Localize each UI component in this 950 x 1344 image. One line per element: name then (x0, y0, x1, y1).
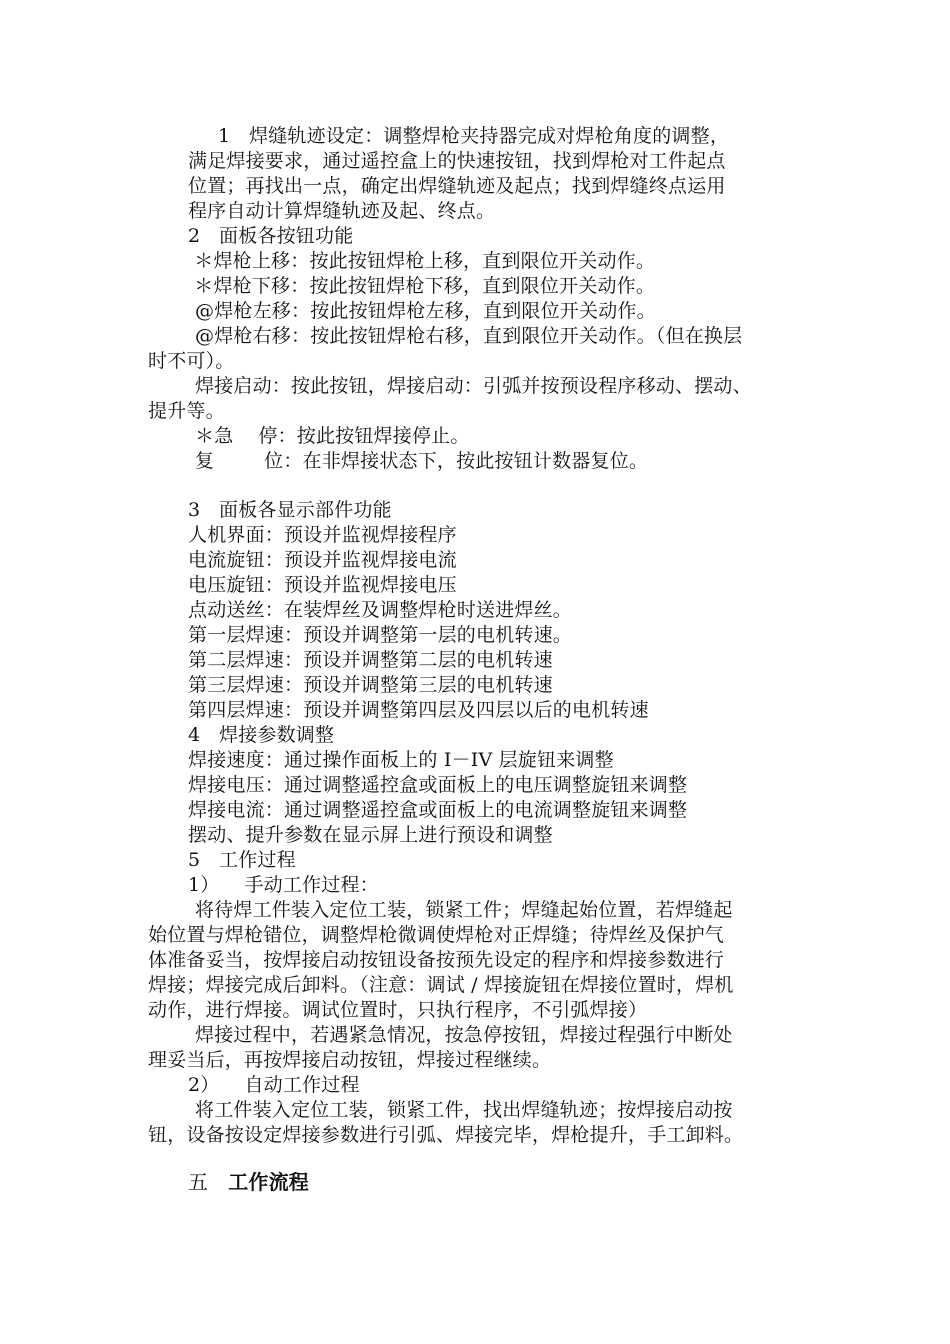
section-1-number: 1 (218, 125, 231, 147)
manual-process-para-1-line-3: 体准备妥当，按焊接启动按钮设备按预先设定的程序和焊接参数进行 (148, 949, 725, 971)
section-1-text: 焊缝轨迹设定：调整焊枪夹持器完成对焊枪角度的调整， (249, 125, 730, 147)
section-6-number: 五 (188, 1170, 209, 1194)
display-layer-2-speed-desc: 第二层焊速：预设并调整第二层的电机转速 (188, 649, 553, 671)
section-4-title: 4 焊接参数调整 (188, 724, 335, 746)
section-1-line-2: 满足焊接要求，通过遥控盒上的快速按钮，找到焊枪对工件起点 (188, 150, 726, 172)
section-1-line-1 (218, 124, 729, 148)
section-5-title: 5 工作过程 (188, 849, 296, 871)
auto-process-para-line-2: 钮，设备按设定焊接参数进行引弧、焊接完毕，焊枪提升，手工卸料。 (148, 1124, 744, 1146)
auto-process-para-line-1: 将工件装入定位工装，锁紧工件，找出焊缝轨迹；按焊接启动按 (195, 1099, 733, 1121)
display-layer-4-speed-desc: 第四层焊速：预设并调整第四层及四层以后的电机转速 (188, 699, 649, 721)
section-1-line-4: 程序自动计算焊缝轨迹及起、终点。 (188, 200, 496, 222)
manual-process-para-2-line-1: 焊接过程中，若遇紧急情况，按急停按钮，焊接过程强行中断处 (195, 1024, 733, 1046)
manual-process-para-1-line-2: 始位置与焊枪错位，调整焊枪微调使焊枪对正焊缝；待焊丝及保护气 (148, 924, 725, 946)
param-weld-speed: 焊接速度：通过操作面板上的 I－IV 层旋钮来调整 (188, 749, 614, 771)
button-weld-start-desc-cont: 提升等。 (148, 400, 225, 422)
param-swing-lift: 摆动、提升参数在显示屏上进行预设和调整 (188, 824, 553, 846)
button-gun-left-desc: @焊枪左移：按此按钮焊枪左移，直到限位开关动作。 (195, 300, 656, 322)
button-emergency-stop-desc: ＊急 停：按此按钮焊接停止。 (195, 425, 470, 447)
section-6-title: 工作流程 (228, 1170, 310, 1194)
display-layer-3-speed-desc: 第三层焊速：预设并调整第三层的电机转速 (188, 674, 553, 696)
display-layer-1-speed-desc: 第一层焊速：预设并调整第一层的电机转速。 (188, 624, 573, 646)
section-2-title: 2 面板各按钮功能 (188, 225, 354, 247)
display-current-knob-desc: 电流旋钮：预设并监视焊接电流 (188, 549, 457, 571)
button-reset-desc: 复 位：在非焊接状态下，按此按钮计数器复位。 (195, 450, 649, 472)
manual-process-para-1-line-1: 将待焊工件装入定位工装，锁紧工件；焊缝起始位置，若焊缝起 (195, 899, 733, 921)
param-weld-voltage: 焊接电压：通过调整遥控盒或面板上的电压调整旋钮来调整 (188, 774, 688, 796)
manual-process-title: 1） 手动工作过程： (188, 874, 379, 896)
display-hmi-desc: 人机界面：预设并监视焊接程序 (188, 524, 457, 546)
section-3-title: 3 面板各显示部件功能 (188, 499, 392, 521)
button-gun-up-desc: ＊焊枪上移：按此按钮焊枪上移，直到限位开关动作。 (188, 250, 656, 272)
display-voltage-knob-desc: 电压旋钮：预设并监视焊接电压 (188, 574, 457, 596)
button-gun-right-desc: @焊枪右移：按此按钮焊枪右移，直到限位开关动作。（但在换层 (195, 325, 743, 347)
auto-process-title: 2） 自动工作过程 (188, 1074, 360, 1096)
button-gun-down-desc: ＊焊枪下移：按此按钮焊枪下移，直到限位开关动作。 (188, 275, 656, 297)
manual-process-para-1-line-5: 动作，进行焊接。调试位置时，只执行程序，不引弧焊接） (148, 999, 648, 1021)
section-1-line-3: 位置；再找出一点，确定出焊缝轨迹及起点；找到焊缝终点运用 (188, 175, 726, 197)
manual-process-para-2-line-2: 理妥当后，再按焊接启动按钮，焊接过程继续。 (148, 1049, 552, 1071)
display-wire-feed-desc: 点动送丝：在装焊丝及调整焊枪时送进焊丝。 (188, 599, 573, 621)
button-gun-right-desc-cont: 时不可）。 (148, 350, 235, 372)
param-weld-current: 焊接电流：通过调整遥控盒或面板上的电流调整旋钮来调整 (188, 799, 688, 821)
section-6-heading (188, 1170, 309, 1194)
manual-process-para-1-line-4: 焊接；焊接完成后卸料。（注意：调试 / 焊接旋钮在焊接位置时，焊机 (148, 974, 734, 996)
button-weld-start-desc: 焊接启动：按此按钮，焊接启动：引弧并按预设程序移动、摆动、 (195, 375, 752, 397)
